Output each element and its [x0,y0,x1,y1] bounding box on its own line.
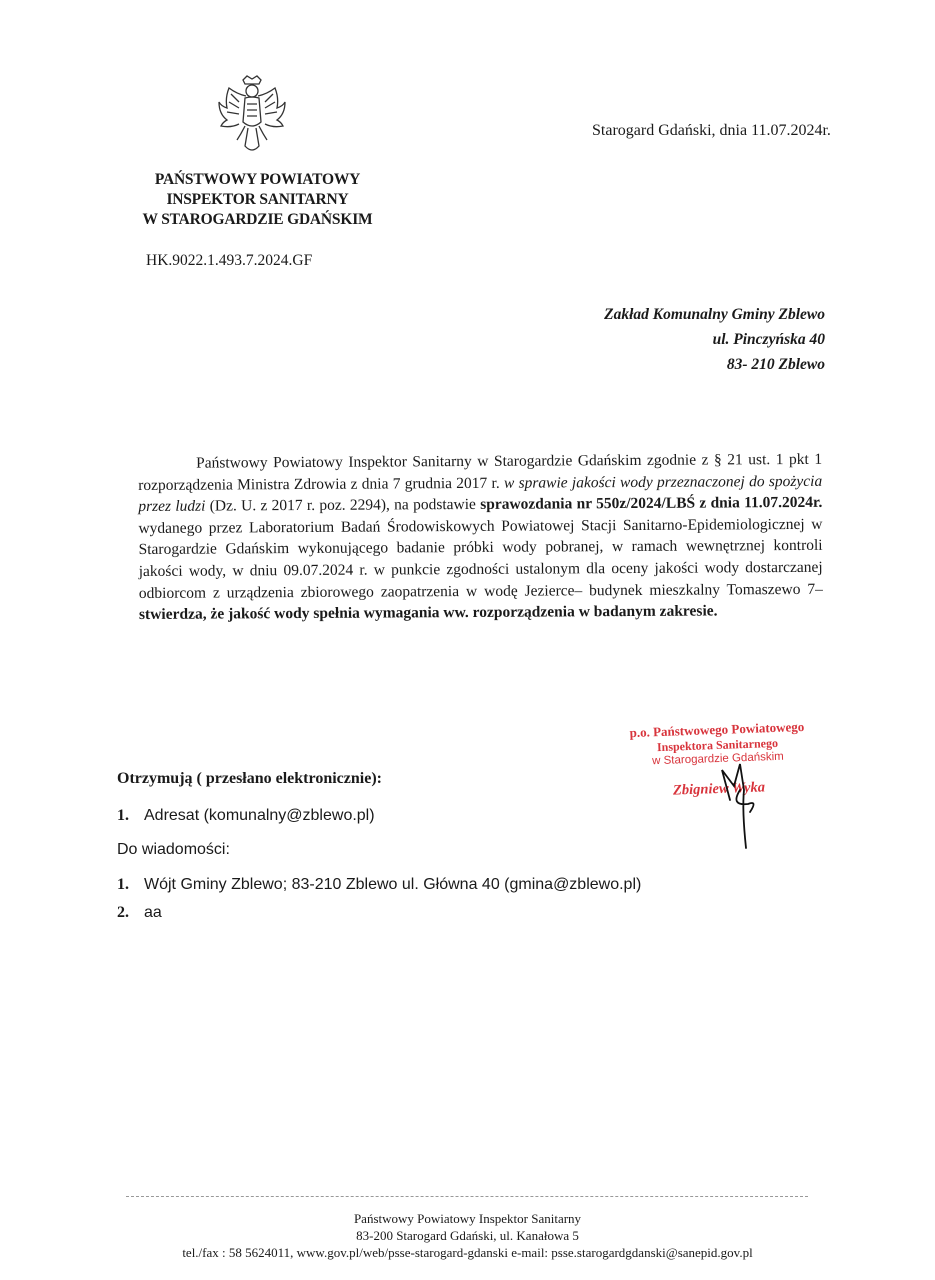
cc-item-1 [117,876,641,894]
footer-line-1: Państwowy Powiatowy Inspektor Sanitarny [353,1211,582,1226]
addressee-street: ul. Pinczyńska 40 [712,331,825,348]
body-text-3: wydanego przez Laboratorium Badań Środowiskowych Powiatowej Stacji Sanitarno-Epidemiologicznej w Starogardzie Gdańskim wykonującego badanie próbki wody pobranej, w ramach wewnętrznej kontroli jakości wody, w dniu 09.07.2024 r. w punkcie zgodności ustalonym dla oceny jakości wody dostarczanej odbiorcom z urządzenia zbiorowego zaopatrzenia w wodę Jezierce– budynek mieszkalny Tomaszewo 7– [138,515,823,602]
stamp-line-2: Inspektora Sanitarnego [656,735,779,755]
addressee-city: 83- 210 Zblewo [726,356,825,373]
body-conclusion: stwierdza, że jakość wody spełnia wymagania ww. rozporządzenia w badanym zakresie. [138,602,718,624]
place-and-date: Starogard Gdański, dnia 11.07.2024r. [592,122,831,139]
handwritten-signature-icon [700,760,780,850]
cc-item-2-text: aa [144,904,162,921]
recipient-item [117,807,375,825]
cc-heading: Do wiadomości: [117,841,230,858]
office-line-1: PAŃSTWOWY POWIATOWY [154,171,361,188]
recipients-heading: Otrzymują ( przesłano elektronicznie): [117,770,382,787]
reference-number: HK.9022.1.493.7.2024.GF [146,252,313,269]
eagle-emblem-icon [217,74,287,156]
footer-divider [126,1196,808,1197]
cc-item-1-number: 1. [117,876,129,893]
office-line-3: W STAROGARDZIE GDAŃSKIM [142,211,373,228]
addressee-name: Zakład Komunalny Gminy Zblewo [604,306,825,323]
cc-item-2 [117,904,162,922]
footer [100,1210,835,1261]
body-text-1: Państwowy Powiatowy Inspektor Sanitarny w Starogardzie Gdańskim zgodnie z § 21 ust. 1 pkt 1 rozporządzenia Ministra Zdrowia z dnia 7 grudnia 2017 r. [138,450,823,494]
addressee-block [604,302,825,377]
footer-line-2: 83-200 Starogard Gdański, ul. Kanałowa 5 [356,1228,579,1243]
body-report-number: sprawozdania nr 550z/2024/LBŚ z dnia 11.07.2024r. [480,494,823,514]
stamp-signatory-name: Zbigniew Wyka [672,779,766,799]
cc-item-2-number: 2. [117,904,129,921]
office-line-2: INSPEKTOR SANITARNY [166,191,349,208]
stamp-line-1: p.o. Państwowego Powiatowego [629,718,805,741]
recipient-item-text: Adresat (komunalny@zblewo.pl) [144,807,375,824]
body-regulation-title: w sprawie jakości wody przeznaczonej do spożycia przez ludzi [138,472,823,516]
issuing-office [130,170,385,230]
recipient-item-number: 1. [117,807,129,824]
body-text-2: (Dz. U. z 2017 r. poz. 2294), na podstawie [209,496,476,515]
cc-item-1-text: Wójt Gminy Zblewo; 83-210 Zblewo ul. Główna 40 (gmina@zblewo.pl) [144,876,642,893]
footer-line-3: tel./fax : 58 5624011, www.gov.pl/web/psse-starogard-gdanski e-mail: psse.starogardgdanski@sanepid.gov.pl [182,1245,753,1260]
stamp-line-3: w Starogardzie Gdańskim [651,750,784,768]
body-paragraph [138,449,823,626]
